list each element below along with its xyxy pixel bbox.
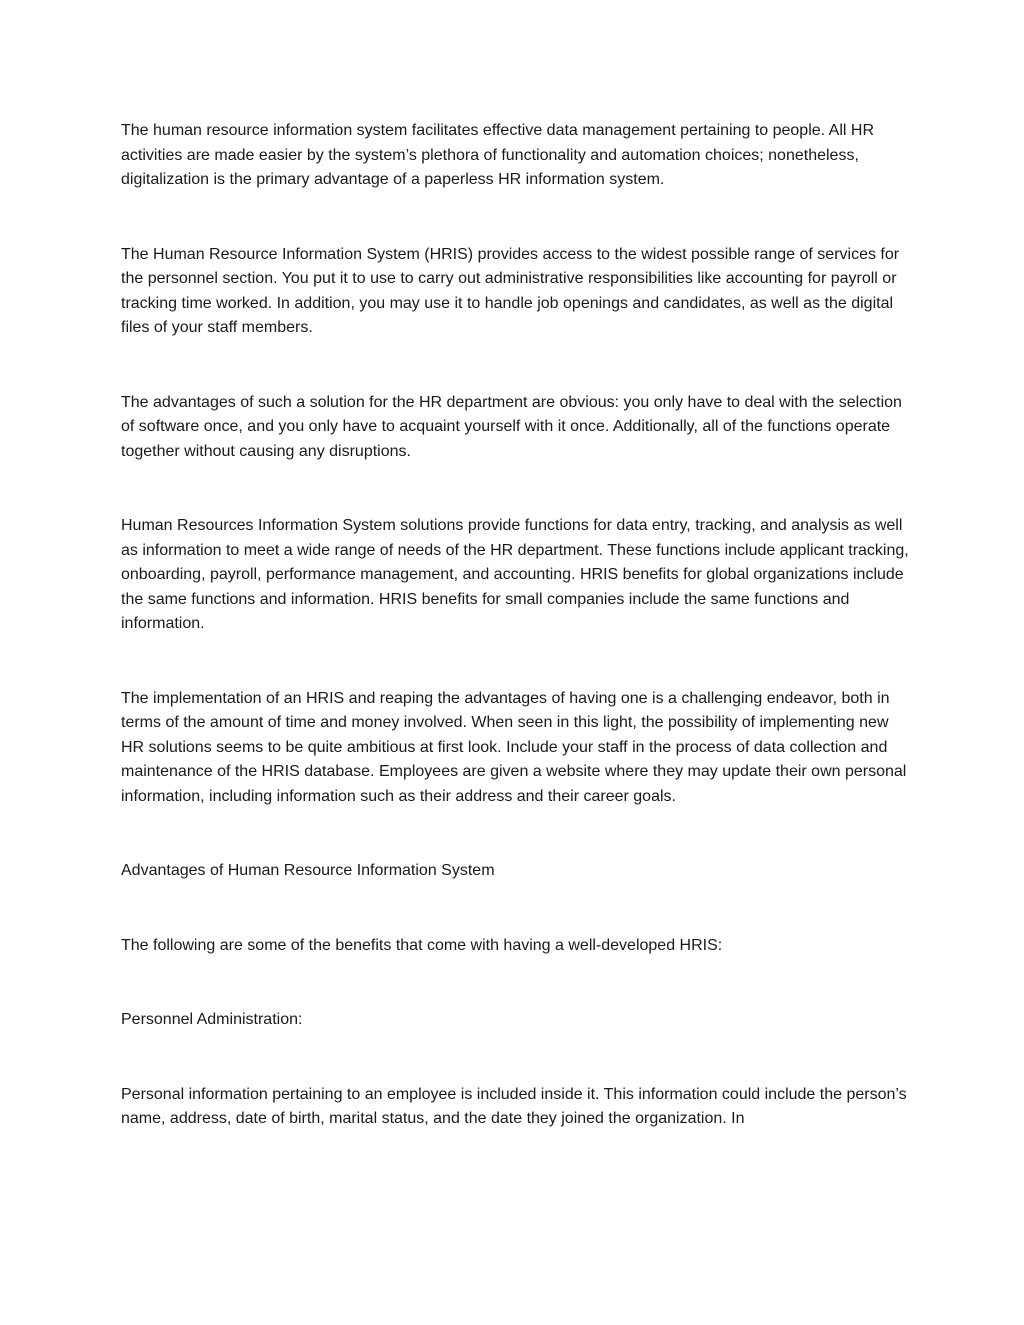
personal-information-paragraph: Personal information pertaining to an employee is included inside it. This information could include the person’s name, address, date of birth, marital status, and the date they joined the organization. In — [121, 1085, 907, 1127]
implementation-paragraph: The implementation of an HRIS and reaping the advantages of having one is a challenging endeavor, both in terms of the amount of time and money involved. When seen in this light, the possibility of implementing new HR solutions seems to be quite ambitious at first look. Include your staff in the process of data collection and maintenance of the HRIS database. Employees are given a website where they may update their own personal information, including information such as their address and their career goals. — [121, 689, 907, 805]
section-heading-advantages: Advantages of Human Resource Information System — [121, 862, 495, 879]
hris-services-paragraph: The Human Resource Information System (HRIS) provides access to the widest possible range of services for the personnel section. You put it to use to carry out administrative responsibilities like accounting for payroll or tracking time worked. In addition, you may use it to handle job openings and candidates, as well as the digital files of your staff members. — [121, 245, 900, 336]
document-body — [121, 119, 911, 1182]
hris-functions-paragraph: Human Resources Information System solutions provide functions for data entry, tracking, and analysis as well as information to meet a wide range of needs of the HR department. These functions include applicant tracking, onboarding, payroll, performance management, and accounting. HRIS benefits for global organizations include the same functions and information. HRIS benefits for small companies include the same functions and information. — [121, 517, 909, 632]
intro-paragraph: The human resource information system facilitates effective data management pertaining to people. All HR activities are made easier by the system’s plethora of functionality and automation choices; nonetheless, digitalization is the primary advantage of a paperless HR information system. — [121, 122, 874, 188]
benefits-intro-paragraph: The following are some of the benefits that come with having a well-developed HRIS: — [121, 936, 723, 954]
hr-advantages-paragraph: The advantages of such a solution for the HR department are obvious: you only have to deal with the selection of software once, and you only have to acquaint yourself with it once. Additionally, all of the functions operate together without causing any disruptions. — [121, 393, 902, 460]
subheading-personnel-administration: Personnel Administration: — [121, 1011, 303, 1028]
